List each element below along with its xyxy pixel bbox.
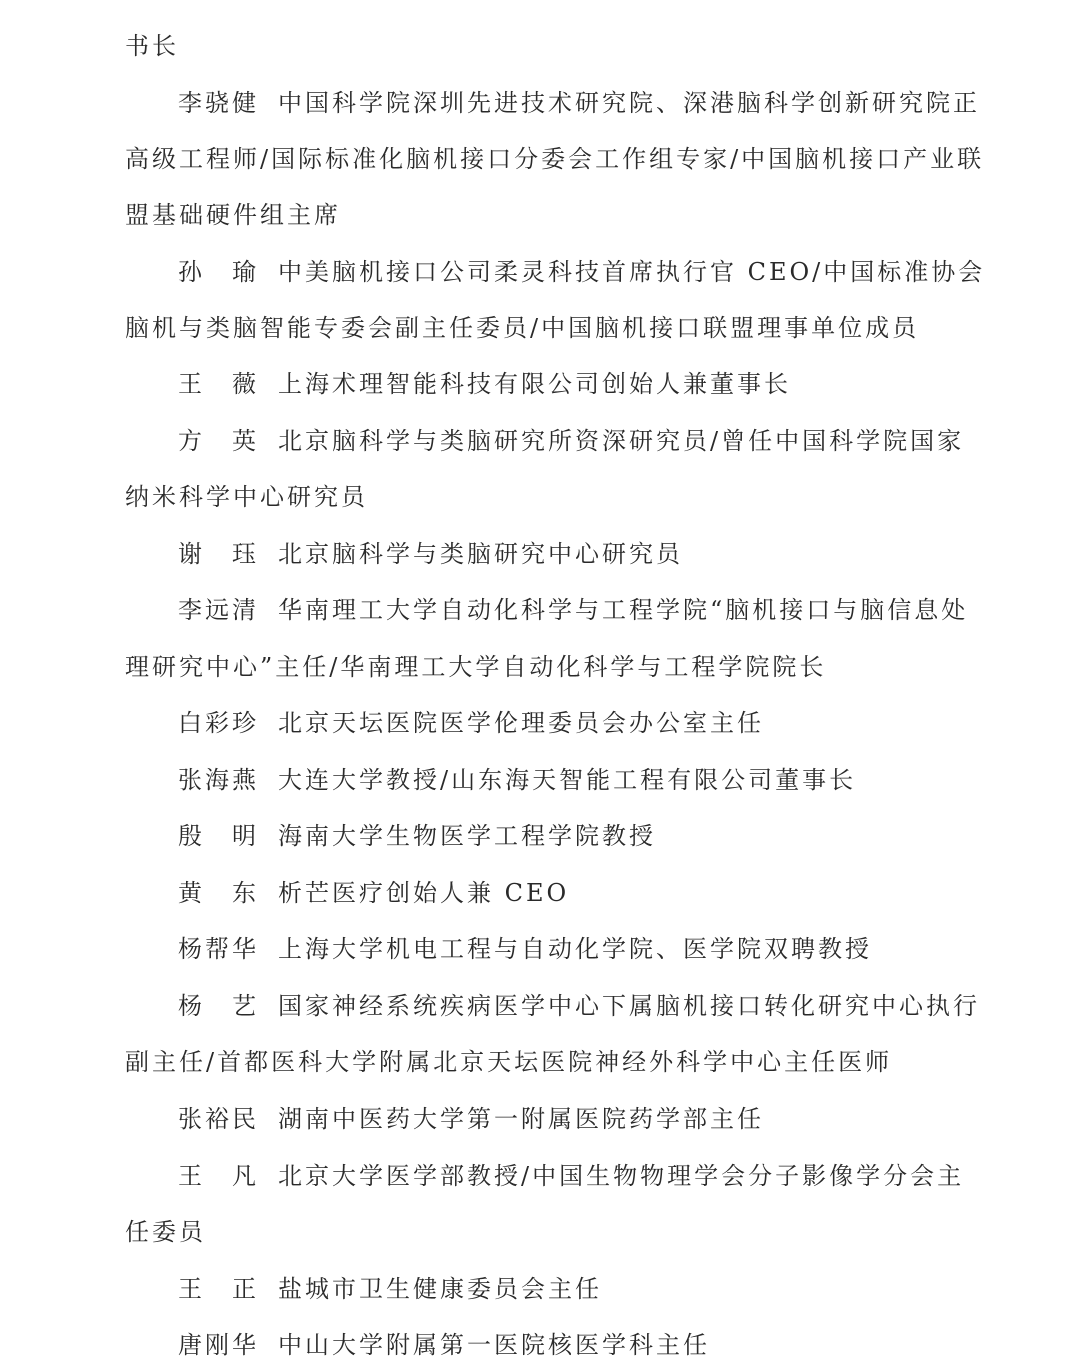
member-entry-line <box>178 256 985 288</box>
member-name: 张裕民 <box>178 1105 259 1133</box>
text-line: 盟基础硬件组主席 <box>125 201 341 229</box>
member-entry-line <box>178 1273 602 1305</box>
member-name: 王 凡 <box>178 1162 259 1190</box>
member-entry-line <box>178 764 856 796</box>
text-line: 理研究中心”主任/华南理工大学自动化科学与工程学院院长 <box>125 653 827 681</box>
member-entry-line <box>178 1160 964 1192</box>
member-name: 白彩珍 <box>178 709 259 737</box>
text-line: 书长 <box>125 32 179 60</box>
member-entry-line <box>178 707 764 739</box>
member-name: 张海燕 <box>178 766 259 794</box>
member-description: 中美脑机接口公司柔灵科技首席执行官 CEO/中国标准协会 <box>278 258 986 286</box>
member-description: 上海术理智能科技有限公司创始人兼董事长 <box>278 370 791 398</box>
member-entry-line <box>178 87 980 119</box>
member-entry-line <box>178 594 968 626</box>
member-entry-line <box>178 933 872 965</box>
member-description: 北京脑科学与类脑研究所资深研究员/曾任中国科学院国家 <box>278 427 965 455</box>
text-line: 副主任/首都医科大学附属北京天坛医院神经外科学中心主任医师 <box>125 1048 893 1076</box>
member-entry-line <box>178 990 980 1022</box>
member-description: 中国科学院深圳先进技术研究院、深港脑科学创新研究院正 <box>278 89 980 117</box>
member-name: 杨帮华 <box>178 935 259 963</box>
member-description: 华南理工大学自动化科学与工程学院“脑机接口与脑信息处 <box>278 596 969 624</box>
member-description: 上海大学机电工程与自动化学院、医学院双聘教授 <box>278 935 872 963</box>
member-description: 湖南中医药大学第一附属医院药学部主任 <box>278 1105 764 1133</box>
member-entry-line <box>178 538 683 570</box>
member-name: 孙 瑜 <box>178 258 259 286</box>
text-line: 高级工程师/国际标准化脑机接口分委会工作组专家/中国脑机接口产业联 <box>125 145 985 173</box>
member-name: 李骁健 <box>178 89 259 117</box>
member-name: 谢 珏 <box>178 540 259 568</box>
member-description: 大连大学教授/山东海天智能工程有限公司董事长 <box>278 766 857 794</box>
text-line: 任委员 <box>125 1218 206 1246</box>
member-entry-line <box>178 368 791 400</box>
member-description: 海南大学生物医学工程学院教授 <box>278 822 656 850</box>
member-entry-line <box>178 820 656 852</box>
member-name: 唐刚华 <box>178 1331 259 1359</box>
member-name: 殷 明 <box>178 822 259 850</box>
member-description: 北京天坛医院医学伦理委员会办公室主任 <box>278 709 764 737</box>
member-entry-line <box>178 877 569 909</box>
member-description: 北京脑科学与类脑研究中心研究员 <box>278 540 683 568</box>
member-entry-line <box>178 1103 764 1135</box>
text-line: 纳米科学中心研究员 <box>125 483 368 511</box>
member-name: 王 正 <box>178 1275 259 1303</box>
member-entry-line <box>178 425 964 457</box>
member-description: 中山大学附属第一医院核医学科主任 <box>278 1331 710 1359</box>
member-name: 杨 艺 <box>178 992 259 1020</box>
member-description: 国家神经系统疾病医学中心下属脑机接口转化研究中心执行 <box>278 992 980 1020</box>
member-description: 析芒医疗创始人兼 CEO <box>278 879 570 907</box>
member-description: 盐城市卫生健康委员会主任 <box>278 1275 602 1303</box>
member-name: 王 薇 <box>178 370 259 398</box>
member-name: 方 英 <box>178 427 259 455</box>
member-entry-line <box>178 1329 710 1361</box>
member-name: 李远清 <box>178 596 259 624</box>
text-line: 脑机与类脑智能专委会副主任委员/中国脑机接口联盟理事单位成员 <box>125 314 920 342</box>
member-description: 北京大学医学部教授/中国生物物理学会分子影像学分会主 <box>278 1162 965 1190</box>
member-name: 黄 东 <box>178 879 259 907</box>
